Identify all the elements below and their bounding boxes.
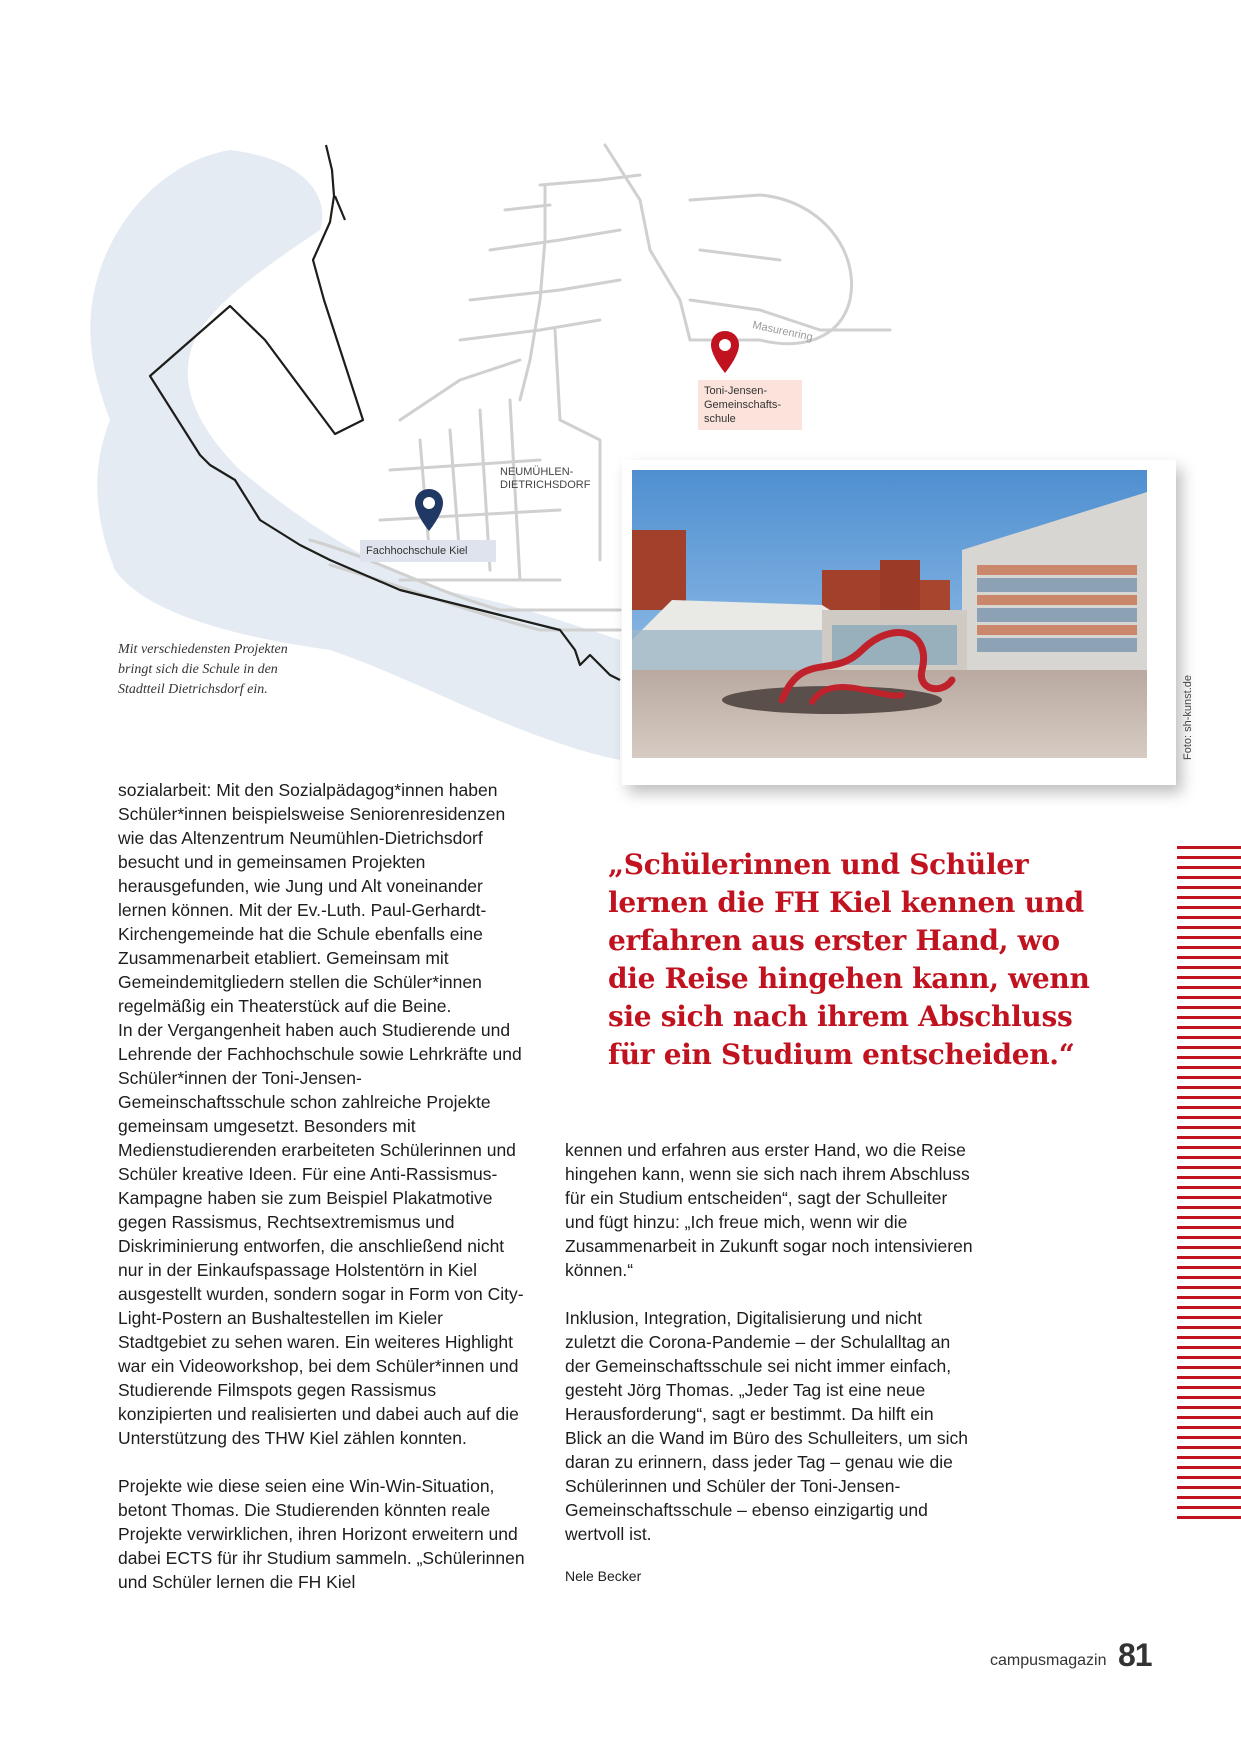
stripe-line [1177, 886, 1241, 889]
page-number: 81 [1118, 1637, 1152, 1673]
map-caption: Mit verschiedensten Projekten bringt sich die Schule in den Stadtteil Dietrichsdorf ein. [118, 642, 288, 697]
stripe-line [1177, 896, 1241, 899]
magazine-name: campusmagazin [990, 1652, 1107, 1669]
stripe-line [1177, 1516, 1241, 1519]
stripe-line [1177, 916, 1241, 919]
stripe-line [1177, 1096, 1241, 1099]
stripe-line [1177, 1496, 1241, 1499]
stripe-line [1177, 1416, 1241, 1419]
stripe-line [1177, 1196, 1241, 1199]
stripe-line [1177, 1276, 1241, 1279]
stripe-line [1177, 1336, 1241, 1339]
marker-school-label: Toni-Jensen- Gemeinschafts- schule [698, 380, 802, 430]
stripe-line [1177, 846, 1241, 849]
stripe-line [1177, 1056, 1241, 1059]
district-label: NEUMÜHLEN- DIETRICHSDORF [500, 466, 591, 491]
stripe-line [1177, 1016, 1241, 1019]
stripe-line [1177, 1116, 1241, 1119]
stripe-line [1177, 1506, 1241, 1509]
map-marker-school-icon [710, 330, 740, 374]
stripe-line [1177, 906, 1241, 909]
stripe-line [1177, 876, 1241, 879]
stripe-line [1177, 1226, 1241, 1229]
stripe-line [1177, 1136, 1241, 1139]
pull-quote: „Schülerinnen und Schüler lernen die FH Kiel kennen und erfahren aus erster Hand, wo die Reise hingehen kann, wenn sie sich nach ihrem Abschluss für ein Studium entscheiden.“ [608, 848, 1090, 1071]
stripe-line [1177, 1476, 1241, 1479]
stripe-line [1177, 1316, 1241, 1319]
school-courtyard-photo [632, 470, 1147, 758]
stripe-line [1177, 1166, 1241, 1169]
stripe-line [1177, 1256, 1241, 1259]
map-street-label: Masurenring [751, 319, 814, 344]
right-paragraph-1: kennen und erfahren aus erster Hand, wo die Reise hingehen kann, wenn sie sich nach ihrem Abschluss für ein Studium entscheiden“, sagt der Schulleiter und fügt hinzu: „Ich freue mich, wenn wir die Zusammenarbeit in Zukunft sogar noch intensivieren können.“ [565, 1140, 973, 1280]
stripe-line [1177, 1266, 1241, 1269]
stripe-line [1177, 1046, 1241, 1049]
stripe-line [1177, 1186, 1241, 1189]
stripe-line [1177, 1246, 1241, 1249]
stripe-line [1177, 1176, 1241, 1179]
stripe-line [1177, 946, 1241, 949]
map-marker-fh-icon [414, 488, 444, 532]
stripe-line [1177, 1486, 1241, 1489]
stripe-line [1177, 1406, 1241, 1409]
stripe-line [1177, 1306, 1241, 1309]
map-pier [335, 196, 345, 220]
stripe-line [1177, 956, 1241, 959]
photo-credit: Foto: sh-kunst.de [1182, 675, 1194, 760]
stripe-line [1177, 1086, 1241, 1089]
stripe-line [1177, 936, 1241, 939]
stripe-line [1177, 1286, 1241, 1289]
stripe-line [1177, 1366, 1241, 1369]
left-paragraph-3: Projekte wie diese seien eine Win-Win-Situation, betont Thomas. Die Studierenden könnten reale Projekte verwirklichen, ihren Horizont erweitern und dabei ECTS für ihr Studium sammeln. „Schülerinnen und Schüler lernen die FH Kiel [118, 1476, 525, 1592]
stripe-line [1177, 1376, 1241, 1379]
stripe-line [1177, 1206, 1241, 1209]
stripe-line [1177, 1446, 1241, 1449]
stripe-line [1177, 1076, 1241, 1079]
stripe-line [1177, 926, 1241, 929]
stripe-line [1177, 1236, 1241, 1239]
stripe-line [1177, 1066, 1241, 1069]
stripe-line [1177, 1026, 1241, 1029]
stripe-line [1177, 996, 1241, 999]
stripe-line [1177, 1156, 1241, 1159]
decorative-stripes [1177, 846, 1241, 1526]
stripe-line [1177, 1356, 1241, 1359]
stripe-line [1177, 1006, 1241, 1009]
stripe-line [1177, 866, 1241, 869]
stripe-line [1177, 1436, 1241, 1439]
stripe-line [1177, 1386, 1241, 1389]
stripe-line [1177, 1126, 1241, 1129]
stripe-line [1177, 1216, 1241, 1219]
stripe-line [1177, 1146, 1241, 1149]
stripe-line [1177, 976, 1241, 979]
stripe-line [1177, 1326, 1241, 1329]
stripe-line [1177, 1036, 1241, 1039]
left-paragraph-1: sozialarbeit: Mit den Sozialpädagog*innen haben Schüler*innen beispielsweise Seniorenresidenzen wie das Altenzentrum Neumühlen-Dietrichsdorf besucht und in gemeinsamen Projekten herausgefunden, wie Jung und Alt voneinander lernen können. Mit der Ev.-Luth. Paul-Gerhardt-Kirchengemeinde hat die Schule ebenfalls eine Zusammenarbeit etabliert. Gemeinsam mit Gemeindemitgliedern stellen die Schüler*innen regelmäßig ein Theaterstück auf die Beine. [118, 780, 506, 1016]
stripe-line [1177, 1396, 1241, 1399]
stripe-line [1177, 1456, 1241, 1459]
stripe-line [1177, 856, 1241, 859]
stripe-line [1177, 1466, 1241, 1469]
stripe-line [1177, 1106, 1241, 1109]
stripe-line [1177, 1296, 1241, 1299]
marker-fh-label: Fachhochschule Kiel [360, 540, 496, 562]
author-name: Nele Becker [565, 1568, 642, 1584]
right-paragraph-2: Inklusion, Integration, Digitalisierung und nicht zuletzt die Corona-Pandemie – der Schulalltag an der Gemeinschaftsschule sei nicht immer einfach, gesteht Jörg Thomas. „Jeder Tag ist eine neue Herausforderung“, sagt er bestimmt. Da hilft ein Blick an die Wand im Büro des Schulleiters, um sich daran zu erinnern, dass jeder Tag – genau wie die Schülerinnen und Schüler der Toni-Jensen-Gemeinschaftsschule – ebenso einzigartig und wertvoll ist. [565, 1308, 968, 1544]
stripe-line [1177, 1346, 1241, 1349]
stripe-line [1177, 986, 1241, 989]
left-paragraph-2: In der Vergangenheit haben auch Studierende und Lehrende der Fachhochschule sowie Lehrkräfte und Schüler*innen der Toni-Jensen-Gemeinschaftsschule schon zahlreiche Projekte gemeinsam umgesetzt. Besonders mit Medienstudierenden erarbeiteten Schülerinnen und Schüler kreative Ideen. Für eine Anti-Rassismus-Kampagne haben sie zum Beispiel Plakatmotive gegen Rassismus, Rechtsextremismus und Diskriminierung entworfen, die anschließend nicht nur in der Einkaufspassage Holstentörn in Kiel ausgestellt wurden, sondern sogar in Form von City-Light-Postern an Bushaltestellen im Kieler Stadtgebiet zu sehen waren. Ein weiteres Highlight war ein Videoworkshop, bei dem Schüler*innen und Studierende Filmspots gegen Rassismus konzipierten und realisierten und dabei auch auf die Unterstützung des THW Kiel zählen konnten. [118, 1020, 524, 1448]
right-text-column [565, 1138, 975, 1546]
stripe-line [1177, 966, 1241, 969]
left-text-column [118, 778, 528, 1594]
stripe-line [1177, 1426, 1241, 1429]
